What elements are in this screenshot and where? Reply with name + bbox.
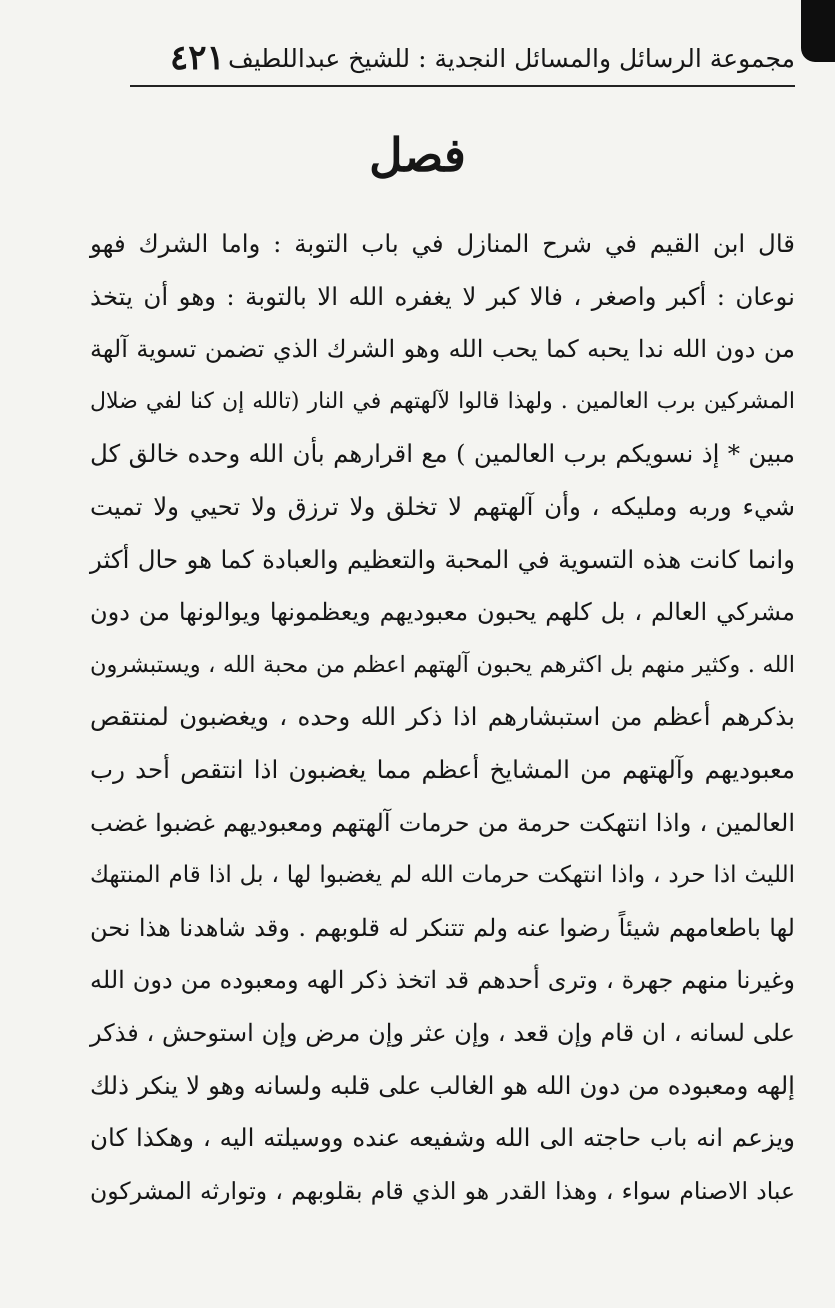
text-line: من دون الله ندا يحبه كما يحب الله وهو الشرك الذي تضمن تسوية آلهة (90, 335, 795, 364)
text-line: مبين * إذ نسويكم برب العالمين ) مع اقرارهم بأن الله وحده خالق كل (90, 439, 795, 469)
text-line: مشركي العالم ، بل كلهم يحبون معبوديهم ويعظمونها ويوالونها من دون (90, 598, 796, 627)
page-header (120, 38, 795, 86)
text-line: لها باطعامهم شيئاً رضوا عنه ولم تتنكر له قلوبهم . وقد شاهدنا هذا نحن (90, 913, 795, 942)
text-line: معبوديهم وآلهتهم من المشايخ أعظم مما يغضبون اذا انتقص أحد رب (90, 754, 795, 784)
section-title: فصل (369, 128, 466, 182)
text-line: على لسانه ، ان قام وإن قعد ، وإن عثر وإن مرض وإن استوحش ، فذكر (90, 1018, 795, 1047)
text-line: الله . وكثير منهم بل اكثرهم يحبون آلهتهم اعظم من محبة الله ، ويستبشرون (90, 651, 795, 678)
text-line: عباد الاصنام سواء ، وهذا القدر هو الذي قام بقلوبهم ، وتوارثه المشركون (90, 1176, 795, 1205)
text-line: وانما كانت هذه التسوية في المحبة والتعظيم والعبادة كما هو حال أكثر (90, 544, 795, 574)
text-line: العالمين ، واذا انتهكت حرمة من حرمات آلهتهم ومعبوديهم غضبوا غضب (90, 808, 795, 837)
text-line: وغيرنا منهم جهرة ، وترى أحدهم قد اتخذ ذكر الهه ومعبوده من دون الله (90, 966, 795, 995)
text-line: نوعان : أكبر واصغر ، فالا كبر لا يغفره الله الا بالتوبة : وهو أن يتخذ (90, 281, 795, 311)
text-line: إلهه ومعبوده من دون الله هو الغالب على قلبه ولسانه وهو لا ينكر ذلك (90, 1070, 795, 1100)
text-line: بذكرهم أعظم من استبشارهم اذا ذكر الله وحده ، ويغضبون لمنتقص (90, 702, 795, 732)
page-number: ٤٢١ (170, 38, 225, 78)
text-line: المشركين برب العالمين . ولهذا قالوا لآلهتهم في النار (تالله إن كنا لفي ضلال (90, 388, 795, 414)
running-title: مجموعة الرسائل والمسائل النجدية : للشيخ عبداللطيف (228, 44, 795, 73)
scan-edge-mark (801, 0, 835, 62)
text-line: قال ابن القيم في شرح المنازل في باب التوبة : واما الشرك فهو (90, 229, 795, 258)
text-line: الليث اذا حرد ، واذا انتهكت حرمات الله لم يغضبوا لها ، بل اذا قام المنتهك (90, 862, 795, 889)
body-text (90, 218, 795, 1217)
text-line: شيء وربه ومليكه ، وأن آلهتهم لا تخلق ولا ترزق ولا تحيي ولا تميت (90, 491, 795, 521)
text-line: ويزعم انه باب حاجته الى الله وشفيعه عنده ووسيلته اليه ، وهكذا كان (90, 1123, 795, 1153)
header-rule (130, 85, 795, 87)
